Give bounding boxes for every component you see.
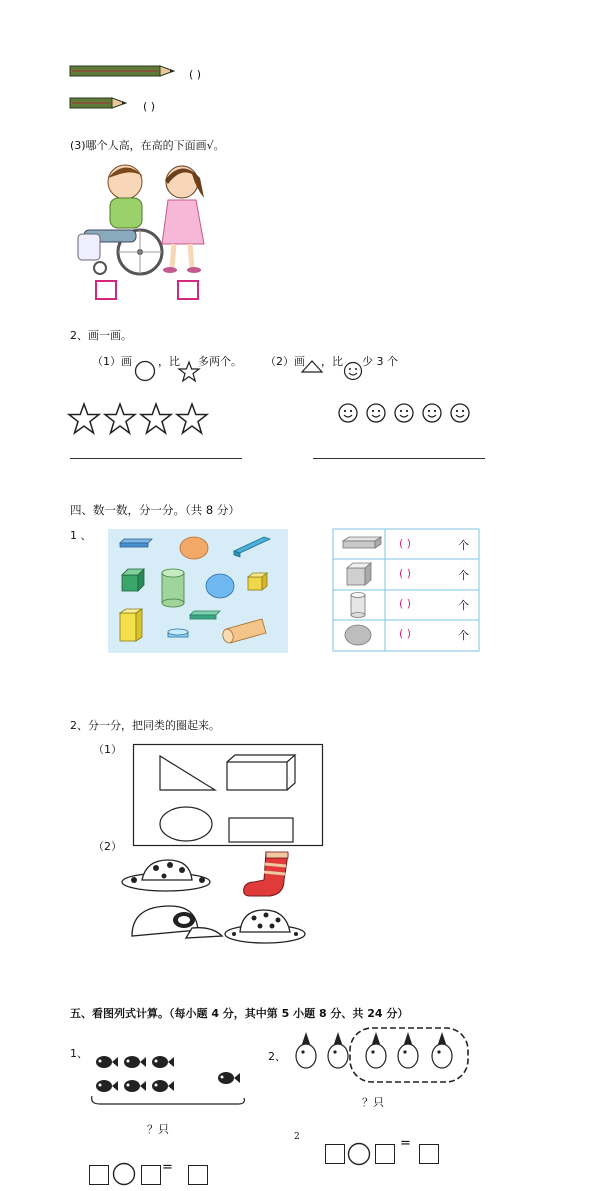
table-row-3-unit: 个: [458, 599, 469, 612]
table-row-3-paren[interactable]: ( ): [399, 597, 412, 610]
section5-q2: 2、: [268, 1050, 286, 1063]
smiley-icon: [451, 404, 469, 422]
flat-cuboid-shape: [120, 539, 152, 543]
star-row: [68, 403, 213, 435]
q1-answer-box-2[interactable]: [141, 1165, 161, 1185]
smiley-icon: [339, 404, 357, 422]
circle-icon: [134, 360, 158, 382]
draw-heading: 2、画一画。: [70, 329, 132, 342]
smiley-icon-small: [343, 361, 363, 381]
page-number: 2: [294, 1132, 300, 1142]
cap-icon: [126, 900, 224, 942]
answer-box-boy[interactable]: [95, 280, 117, 300]
smiley-icon: [423, 404, 441, 422]
green-cylinder-shape: [162, 573, 184, 603]
q2-question: ？只: [362, 1096, 384, 1109]
orange-sphere-shape: [180, 537, 208, 559]
q1-operator-circle[interactable]: [112, 1163, 136, 1185]
long-pencil-icon: [70, 63, 180, 79]
table-cube-icon: [347, 563, 371, 585]
q2-answer-box-1[interactable]: [325, 1144, 345, 1164]
classify-sub1: （1）: [93, 743, 122, 756]
classify-sub2: （2）: [93, 840, 122, 853]
star-icon: [69, 404, 99, 433]
height-question: (3)哪个人高，在高的下面画√。: [70, 139, 225, 152]
classify-heading: 2、分一分，把同类的圈起来。: [70, 719, 220, 732]
draw-q1-mid: ，比: [158, 355, 180, 368]
q2-answer-box-2[interactable]: [375, 1144, 395, 1164]
answer-line-left[interactable]: [70, 458, 242, 459]
flat-green-cuboid-shape: [190, 611, 220, 615]
smiley-row: [338, 402, 473, 424]
shapes-frame: [133, 744, 323, 846]
table-sphere-icon: [345, 625, 371, 645]
q2-result-box[interactable]: [419, 1144, 439, 1164]
table-row-1-paren[interactable]: ( ): [399, 537, 412, 550]
star-icon: [177, 404, 207, 433]
star-icon: [105, 404, 135, 433]
q1-answer-box-1[interactable]: [89, 1165, 109, 1185]
table-row-2-unit: 个: [458, 569, 469, 582]
draw-q2-prefix: （2）画: [265, 355, 305, 368]
table-row-2-paren[interactable]: ( ): [399, 567, 412, 580]
q2-equals: =: [400, 1136, 411, 1151]
q2-operator-circle[interactable]: [347, 1143, 371, 1165]
q1-result-box[interactable]: [188, 1165, 208, 1185]
blue-sphere-shape: [206, 574, 234, 598]
section4-item1: 1 、: [70, 529, 92, 542]
table-row-4-paren[interactable]: ( ): [399, 627, 412, 640]
answer-box-girl[interactable]: [177, 280, 199, 300]
short-pencil-icon: [70, 95, 130, 111]
table-cuboid-icon: [343, 537, 381, 548]
table-row-4-unit: 个: [458, 629, 469, 642]
draw-q1-suffix: 多两个。: [198, 355, 242, 368]
yellow-cube-shape: [248, 577, 262, 590]
draw-q2-suffix: 少 3 个: [362, 355, 398, 368]
q1-question: ？只: [147, 1123, 169, 1136]
section4-heading: 四、数一数，分一分。（共 8 分）: [70, 503, 240, 517]
draw-q1-prefix: （1）画: [92, 355, 132, 368]
hat-sun-icon: [120, 856, 212, 894]
sock-icon: [240, 850, 296, 902]
children-illustration: [70, 160, 220, 278]
answer-line-right[interactable]: [313, 458, 485, 459]
table-row-1-unit: 个: [458, 539, 469, 552]
solids-panel: [108, 529, 288, 653]
green-cube-shape: [122, 575, 138, 591]
smiley-icon: [395, 404, 413, 422]
section5-heading: 五、看图列式计算。（每小题 4 分，其中第 5 小题 8 分、共 24 分）: [70, 1007, 409, 1020]
draw-q2-mid: ，比: [321, 355, 343, 368]
smiley-icon: [367, 404, 385, 422]
bird-group-illustration: [288, 1020, 472, 1086]
flower-hat-icon: [222, 902, 308, 946]
pencil-answer-paren-2: ( ): [143, 100, 156, 113]
pencil-answer-paren-1: ( ): [189, 68, 202, 81]
table-cylinder-icon: [351, 593, 365, 618]
section5-q1: 1、: [70, 1047, 88, 1060]
q1-equals: =: [162, 1160, 173, 1175]
star-icon: [141, 404, 171, 433]
yellow-cuboid-shape: [120, 613, 136, 641]
fish-group-illustration: [88, 1050, 248, 1108]
